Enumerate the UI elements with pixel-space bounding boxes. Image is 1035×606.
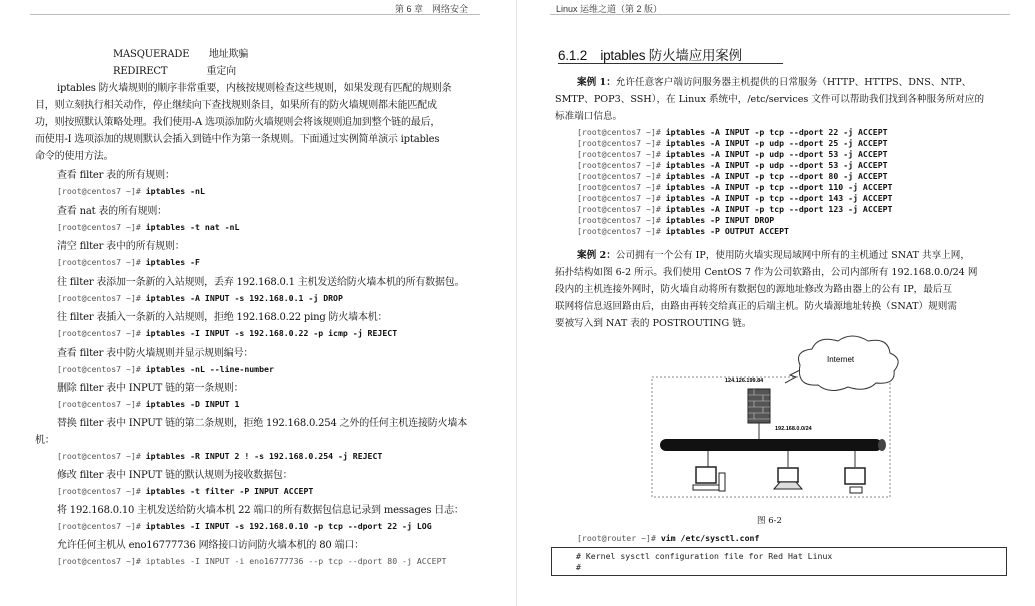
shell-prompt: [root@centos7 ~]# [577, 127, 666, 137]
iptables-command: iptables -A INPUT -p tcp --dport 80 -j ACCEPT [665, 171, 888, 181]
section-heading-rule [558, 63, 783, 64]
shell-prompt: [root@centos7 ~]# [57, 186, 146, 196]
body-text-line: 往 filter 表添加一条新的入站规则，丢弃 192.168.0.1 主机发送给防火墙本机的所有数据包。 [57, 277, 465, 288]
case1-command-line [577, 226, 892, 237]
iptables-command: iptables -A INPUT -s 192.168.0.1 -j DROP [145, 293, 343, 303]
case2-line1 [577, 248, 970, 264]
case1-command-line [577, 182, 892, 193]
network-diagram [620, 335, 920, 515]
iptables-command: iptables -A INPUT -p tcp --dport 110 -j ACCEPT [665, 182, 893, 192]
iptables-command-plain: iptables -I INPUT -i eno16777736 --p tcp --dport 80 -j ACCEPT [145, 556, 447, 566]
command-line [57, 186, 205, 197]
case2-label: 案例 2： [577, 250, 616, 261]
iptables-command: iptables -nL [145, 186, 205, 196]
case1-command-line [577, 149, 892, 160]
shell-prompt: [root@centos7 ~]# [577, 193, 666, 203]
firewall-router-icon [748, 389, 770, 423]
iptables-command: iptables -D INPUT 1 [145, 399, 240, 409]
case1-command-line [577, 160, 892, 171]
body-text-line: 查看 filter 表的所有规则： [57, 170, 175, 181]
shell-prompt: [root@centos7 ~]# [577, 171, 666, 181]
iptables-command: iptables -I INPUT -s 192.168.0.10 -p tcp --dport 22 -j LOG [145, 521, 432, 531]
body-text-line: 往 filter 表插入一条新的入站规则，拒绝 192.168.0.22 ping 防火墙本机： [57, 312, 388, 323]
figure-caption: 图 6-2 [757, 516, 782, 526]
body-text-line: 查看 filter 表中防火墙规则并显示规则编号： [57, 348, 254, 359]
right-running-header: Linux 运维之道（第 2 版） [556, 4, 663, 14]
case2-line4: 联网将信息返回路由后，由路由再转交给真正的后端主机。防火墙源地址转换（SNAT）规则需 [555, 301, 957, 312]
left-header-rule [30, 14, 480, 15]
iptables-command: iptables -A INPUT -p udp --dport 25 -j ACCEPT [665, 138, 888, 148]
body-text-line: 将 192.168.0.10 主机发送给防火墙本机 22 端口的所有数据包信息记录到 messages 日志： [57, 505, 464, 516]
body-text-line: REDIRECT 重定向 [113, 66, 236, 77]
command-line [57, 364, 274, 375]
body-text-line: MASQUERADE 地址欺骗 [113, 49, 249, 60]
left-page [0, 0, 515, 606]
iptables-command: iptables -P INPUT DROP [665, 215, 775, 225]
case1-label: 案例 1： [577, 77, 616, 88]
body-text-line: 功，则按照默认策略处理。我们使用-A 选项添加防火墙规则会将该规则追加到整个链的最后， [35, 117, 441, 128]
body-text-line: 删除 filter 表中 INPUT 链的第一条规则： [57, 383, 244, 394]
case1-command-line [577, 215, 892, 226]
iptables-command: iptables -I INPUT -s 192.168.0.22 -p icmp -j REJECT [145, 328, 398, 338]
iptables-command: iptables -A INPUT -p udp --dport 53 -j ACCEPT [665, 149, 888, 159]
workstation-icon [845, 468, 865, 493]
case1-command-line [577, 171, 892, 182]
command-line [57, 399, 239, 410]
case1-line3: 标准端口信息。 [555, 111, 623, 122]
shell-prompt: [root@centos7 ~]# [57, 364, 146, 374]
case1-command-line [577, 127, 892, 138]
body-text-line: iptables 防火墙规则的顺序非常重要，内核按规则检查这些规则，如果发现有匹配的规则条 [57, 83, 452, 94]
config-line-2: # [576, 562, 581, 572]
shell-prompt: [root@centos7 ~]# [57, 328, 146, 338]
iptables-command: iptables -A INPUT -p tcp --dport 123 -j ACCEPT [665, 204, 893, 214]
shell-prompt: [root@centos7 ~]# [57, 257, 146, 267]
desktop-pc-icon [693, 467, 725, 491]
iptables-command: iptables -t nat -nL [145, 222, 240, 232]
command-line [57, 257, 200, 268]
right-header-rule [550, 14, 1010, 15]
command-line [57, 293, 343, 304]
laptop-icon [774, 468, 802, 489]
iptables-command: iptables -A INPUT -p tcp --dport 143 -j ACCEPT [665, 193, 893, 203]
page-gutter [516, 0, 517, 606]
command-line [57, 451, 382, 462]
shell-prompt: [root@centos7 ~]# [577, 182, 666, 192]
shell-prompt: [root@centos7 ~]# [577, 215, 666, 225]
config-file-box [551, 547, 1007, 576]
case2-line3: 段内的主机连接外网时，防火墙自动将所有数据包的源地址修改为路由器上的公有 IP，最后互 [555, 284, 953, 295]
shell-prompt: [root@centos7 ~]# [577, 138, 666, 148]
iptables-command: iptables -A INPUT -p tcp --dport 22 -j ACCEPT [665, 127, 888, 137]
shell-prompt: [root@centos7 ~]# [577, 149, 666, 159]
case2-line2: 拓扑结构如图 6-2 所示。我们使用 CentOS 7 作为公司软路由，公司内部所有 192.168.0.0/24 网 [555, 267, 978, 278]
iptables-command: iptables -F [145, 257, 200, 267]
body-text-line: 命令的使用方法。 [35, 151, 114, 162]
shell-prompt: [root@centos7 ~]# [57, 222, 146, 232]
lan-bus-cable [660, 439, 886, 451]
case2-text: 公司拥有一个公有 IP，使用防火墙实现局域网中所有的主机通过 SNAT 共享上网， [615, 250, 970, 261]
shell-prompt: [root@centos7 ~]# [57, 521, 146, 531]
command-line [57, 521, 432, 532]
left-running-header: 第 6 章 网络安全 [395, 4, 469, 14]
shell-prompt: [root@centos7 ~]# [57, 399, 146, 409]
body-text-line: 替换 filter 表中 INPUT 链的第二条规则，拒绝 192.168.0.254 之外的任何主机连接防火墙本 [57, 418, 467, 429]
shell-prompt: [root@centos7 ~]# [577, 226, 666, 236]
shell-prompt: [root@centos7 ~]# [57, 486, 146, 496]
body-text-line: 目，则立刻执行相关动作，停止继续向下查找规则条目，如果所有的防火墙规则都未能匹配成 [35, 100, 437, 111]
shell-prompt: [root@centos7 ~]# [577, 160, 666, 170]
shell-prompt: [root@centos7 ~]# [577, 204, 666, 214]
iptables-command: iptables -nL --line-number [145, 364, 274, 374]
body-text-line: 清空 filter 表中的所有规则： [57, 241, 185, 252]
right-page [520, 0, 1035, 606]
body-text-line: 而使用-I 选项添加的规则默认会插入到链中作为第一条规则。下面通过实例简单演示 iptables [35, 134, 440, 145]
config-line-1: # Kernel sysctl configuration file for Red Hat Linux [576, 551, 833, 561]
iptables-command: iptables -t filter -P INPUT ACCEPT [145, 486, 314, 496]
shell-prompt: [root@centos7 ~]# [57, 293, 146, 303]
body-text-line: 修改 filter 表中 INPUT 链的默认规则为接收数据包： [57, 470, 293, 481]
section-heading: 6.1.2 iptables 防火墙应用案例 [558, 48, 742, 63]
shell-prompt: [root@centos7 ~]# [57, 556, 146, 566]
body-text-line: 允许任何主机从 eno16777736 网络接口访问防火墙本机的 80 端口： [57, 540, 364, 551]
body-text-line: 查看 nat 表的所有规则： [57, 206, 167, 217]
case2-line5: 要被写入到 NAT 表的 POSTROUTING 链。 [555, 318, 752, 329]
iptables-command: iptables -P OUTPUT ACCEPT [665, 226, 789, 236]
lan-subnet-label: 192.168.0.0/24 [775, 426, 812, 432]
command-line [57, 556, 446, 567]
iptables-command: iptables -R INPUT 2 ! -s 192.168.0.254 -j REJECT [145, 451, 383, 461]
command-line [57, 222, 239, 233]
case1-command-line [577, 204, 892, 215]
case1-command-line [577, 193, 892, 204]
iptables-command: iptables -A INPUT -p udp --dport 53 -j ACCEPT [665, 160, 888, 170]
case1-line1 [577, 75, 971, 91]
case1-command-line [577, 138, 892, 149]
cloud-label: Internet [827, 355, 855, 364]
vim-command-line [577, 533, 759, 544]
body-text-line: 机： [35, 435, 55, 446]
vim-command: vim /etc/sysctl.conf [660, 533, 760, 543]
vim-prompt: [root@router ~]# [577, 533, 661, 543]
case1-line2: SMTP、POP3、SSH），在 Linux 系统中，/etc/services 文件可以帮助我们找到各种服务所对应的 [555, 94, 985, 105]
case1-code-block [577, 127, 892, 237]
public-ip-label: 124.126.199.84 [725, 378, 764, 384]
shell-prompt: [root@centos7 ~]# [57, 451, 146, 461]
case1-text: 允许任意客户端访问服务器主机提供的日常服务（HTTP、HTTPS、DNS、NTP、 [615, 77, 972, 88]
command-line [57, 328, 397, 339]
command-line [57, 486, 313, 497]
